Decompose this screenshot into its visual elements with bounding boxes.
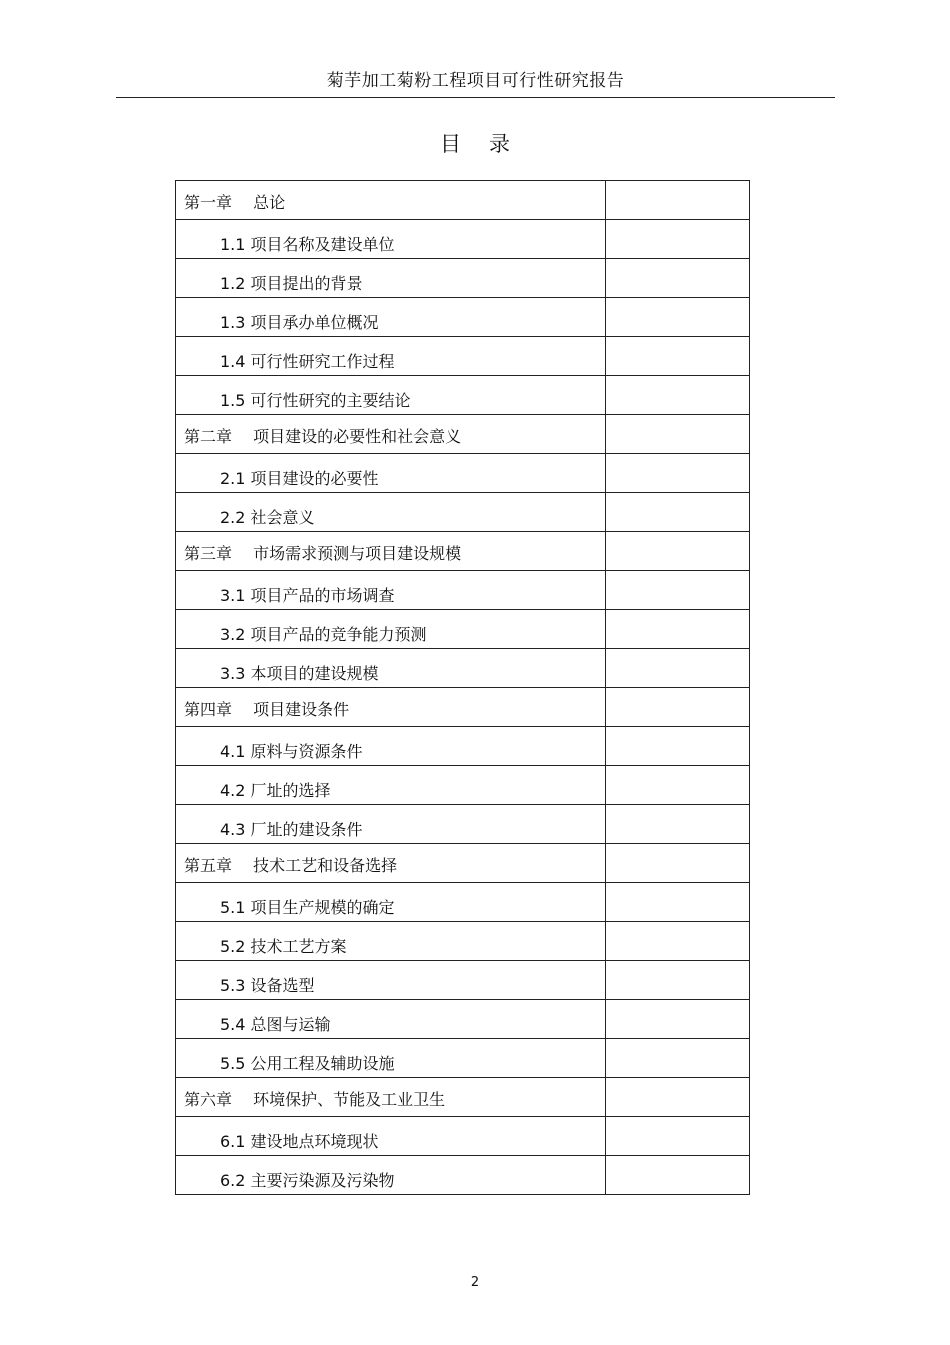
toc-section-row[interactable] (176, 376, 750, 415)
toc-entry-page-cell (606, 727, 750, 766)
toc-section-row[interactable] (176, 922, 750, 961)
toc-entry-label: 1.1 项目名称及建设单位 (220, 234, 395, 254)
toc-entry-label: 4.1 原料与资源条件 (220, 741, 363, 761)
toc-entry-label-cell (176, 376, 606, 415)
toc-body (176, 181, 750, 1195)
toc-entry-label-cell (176, 1000, 606, 1039)
toc-entry-label: 5.3 设备选型 (220, 975, 315, 995)
toc-entry-label-cell (176, 610, 606, 649)
toc-entry-page-cell (606, 805, 750, 844)
toc-entry-label-cell (176, 337, 606, 376)
toc-section-row[interactable] (176, 961, 750, 1000)
toc-entry-label-cell (176, 649, 606, 688)
toc-entry-label: 第一章 总论 (184, 192, 286, 212)
toc-entry-label-cell (176, 415, 606, 454)
toc-entry-label-cell (176, 259, 606, 298)
toc-entry-label-cell (176, 883, 606, 922)
toc-entry-page-cell (606, 181, 750, 220)
toc-entry-label: 第三章 市场需求预测与项目建设规模 (184, 543, 462, 563)
toc-section-row[interactable] (176, 649, 750, 688)
toc-chapter-row[interactable] (176, 532, 750, 571)
toc-section-row[interactable] (176, 337, 750, 376)
toc-section-row[interactable] (176, 298, 750, 337)
toc-chapter-row[interactable] (176, 415, 750, 454)
toc-section-row[interactable] (176, 259, 750, 298)
toc-entry-label-cell (176, 454, 606, 493)
toc-entry-page-cell (606, 1117, 750, 1156)
toc-entry-label: 5.1 项目生产规模的确定 (220, 897, 395, 917)
toc-entry-label-cell (176, 961, 606, 1000)
toc-entry-label: 4.3 厂址的建设条件 (220, 819, 363, 839)
toc-entry-label: 3.2 项目产品的竞争能力预测 (220, 624, 427, 644)
toc-entry-page-cell (606, 298, 750, 337)
toc-entry-label: 3.3 本项目的建设规模 (220, 663, 379, 683)
toc-section-row[interactable] (176, 610, 750, 649)
toc-entry-label: 5.4 总图与运输 (220, 1014, 331, 1034)
toc-section-row[interactable] (176, 571, 750, 610)
toc-entry-label: 2.2 社会意义 (220, 507, 315, 527)
toc-entry-label: 1.4 可行性研究工作过程 (220, 351, 395, 371)
toc-entry-page-cell (606, 922, 750, 961)
toc-section-row[interactable] (176, 883, 750, 922)
toc-section-row[interactable] (176, 493, 750, 532)
running-header (116, 70, 835, 98)
toc-entry-label-cell (176, 181, 606, 220)
toc-entry-page-cell (606, 844, 750, 883)
toc-table (175, 180, 750, 1195)
toc-entry-page-cell (606, 1078, 750, 1117)
toc-entry-label: 1.2 项目提出的背景 (220, 273, 363, 293)
toc-entry-page-cell (606, 766, 750, 805)
toc-entry-label-cell (176, 220, 606, 259)
toc-entry-label: 5.2 技术工艺方案 (220, 936, 347, 956)
toc-section-row[interactable] (176, 220, 750, 259)
toc-entry-label: 4.2 厂址的选择 (220, 780, 331, 800)
toc-entry-page-cell (606, 493, 750, 532)
toc-section-row[interactable] (176, 1000, 750, 1039)
toc-entry-label-cell (176, 1039, 606, 1078)
toc-entry-page-cell (606, 220, 750, 259)
toc-entry-page-cell (606, 532, 750, 571)
toc-entry-page-cell (606, 649, 750, 688)
toc-entry-label-cell (176, 805, 606, 844)
toc-entry-label: 6.1 建设地点环境现状 (220, 1131, 379, 1151)
toc-section-row[interactable] (176, 1039, 750, 1078)
page-number: 2 (470, 1275, 480, 1290)
toc-chapter-row[interactable] (176, 181, 750, 220)
toc-entry-label: 6.2 主要污染源及污染物 (220, 1170, 395, 1190)
toc-entry-label-cell (176, 844, 606, 883)
toc-entry-label: 第二章 项目建设的必要性和社会意义 (184, 426, 462, 446)
toc-title: 目录 (440, 132, 538, 156)
toc-entry-page-cell (606, 337, 750, 376)
toc-chapter-row[interactable] (176, 688, 750, 727)
toc-entry-label-cell (176, 532, 606, 571)
toc-entry-page-cell (606, 376, 750, 415)
toc-entry-label-cell (176, 766, 606, 805)
toc-entry-page-cell (606, 1039, 750, 1078)
toc-entry-label-cell (176, 727, 606, 766)
toc-entry-page-cell (606, 415, 750, 454)
toc-entry-label: 第六章 环境保护、节能及工业卫生 (184, 1089, 446, 1109)
toc-entry-label-cell (176, 1117, 606, 1156)
toc-section-row[interactable] (176, 805, 750, 844)
toc-entry-page-cell (606, 454, 750, 493)
toc-entry-label-cell (176, 1078, 606, 1117)
toc-section-row[interactable] (176, 1117, 750, 1156)
toc-entry-label: 第四章 项目建设条件 (184, 699, 350, 719)
toc-entry-page-cell (606, 571, 750, 610)
toc-section-row[interactable] (176, 454, 750, 493)
toc-chapter-row[interactable] (176, 844, 750, 883)
toc-entry-page-cell (606, 259, 750, 298)
toc-chapter-row[interactable] (176, 1078, 750, 1117)
toc-entry-label: 2.1 项目建设的必要性 (220, 468, 379, 488)
toc-entry-label-cell (176, 298, 606, 337)
header-title: 菊芋加工菊粉工程项目可行性研究报告 (326, 71, 625, 91)
toc-entry-page-cell (606, 883, 750, 922)
toc-section-row[interactable] (176, 766, 750, 805)
toc-entry-label: 5.5 公用工程及辅助设施 (220, 1053, 395, 1073)
toc-entry-page-cell (606, 1156, 750, 1195)
toc-entry-label-cell (176, 1156, 606, 1195)
toc-entry-page-cell (606, 961, 750, 1000)
toc-entry-label: 3.1 项目产品的市场调查 (220, 585, 395, 605)
toc-entry-label-cell (176, 922, 606, 961)
toc-entry-page-cell (606, 610, 750, 649)
toc-entry-label: 1.3 项目承办单位概况 (220, 312, 379, 332)
toc-entry-label-cell (176, 688, 606, 727)
toc-section-row[interactable] (176, 727, 750, 766)
toc-section-row[interactable] (176, 1156, 750, 1195)
toc-entry-label-cell (176, 571, 606, 610)
toc-entry-label: 1.5 可行性研究的主要结论 (220, 390, 411, 410)
toc-entry-page-cell (606, 688, 750, 727)
toc-entry-page-cell (606, 1000, 750, 1039)
toc-entry-label: 第五章 技术工艺和设备选择 (184, 855, 398, 875)
toc-entry-label-cell (176, 493, 606, 532)
